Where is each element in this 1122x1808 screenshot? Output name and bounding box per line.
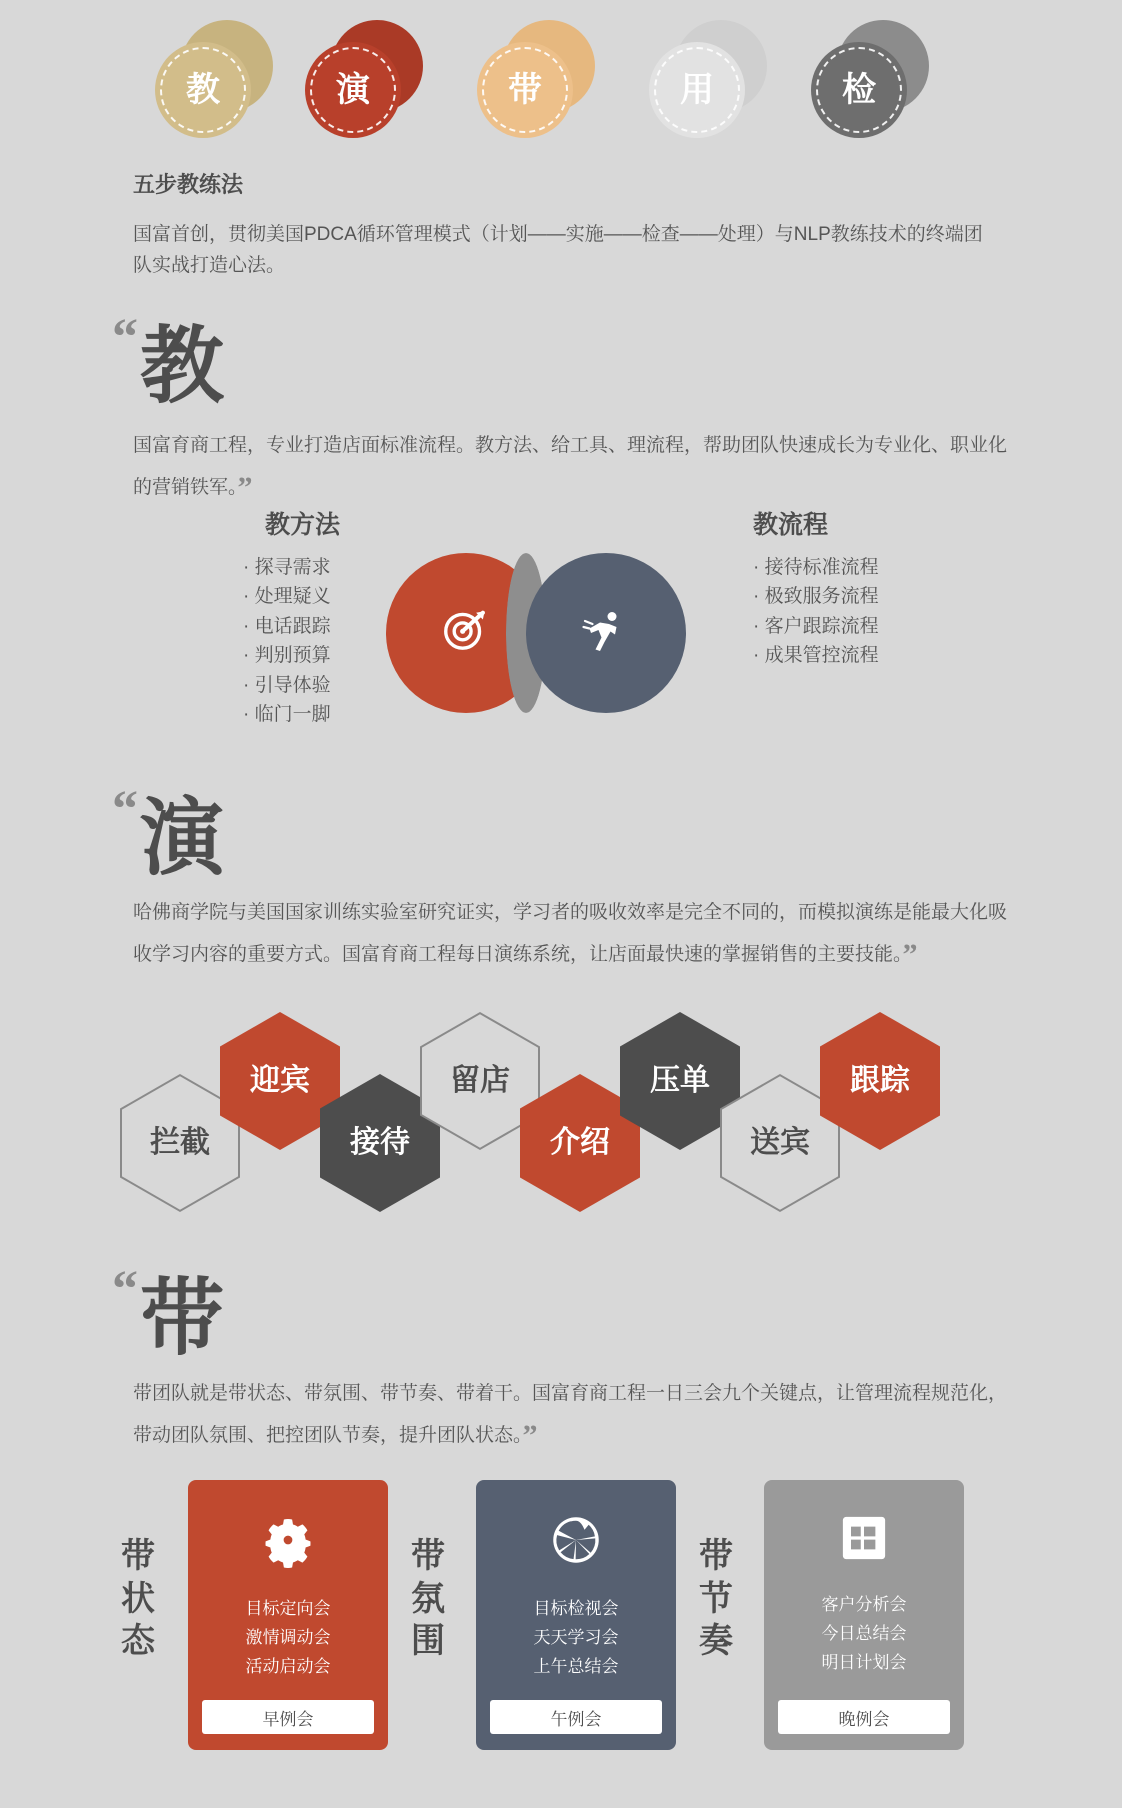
paragraph-text-yan: 哈佛商学院与美国国家训练实验室研究证实，学习者的吸收效率是完全不同的，而模拟演练是能最大化吸收学习内容的重要方式。国富育商工程每日演练系统，让店面最快速的掌握销售的主要技能。 [133, 902, 1008, 966]
circle-front-dai [477, 42, 573, 138]
circle-front-yong [649, 42, 745, 138]
target-icon [439, 606, 493, 660]
circle-front-jiao [155, 42, 251, 138]
aperture-icon [548, 1512, 604, 1573]
hexagon-genzong [820, 1012, 940, 1150]
intro-body: 国富首创，贯彻美国PDCA循环管理模式（计划——实施——检查——处理）与NLP教练技术的终端团队实战打造心法。 [133, 224, 983, 277]
section-char-dai: 带 [140, 1271, 227, 1365]
circle-front-yan [305, 42, 401, 138]
card-line: 活动启动会 [245, 1656, 331, 1676]
card-wanlihui [764, 1480, 964, 1750]
card-line: 客户分析会 [821, 1595, 907, 1614]
hexagon-label: 介绍 [550, 1126, 610, 1159]
circle-item-jian [811, 20, 929, 138]
circle-item-dai [477, 20, 595, 138]
card-line: 上午总结会 [533, 1656, 619, 1676]
section-paragraph-jiao [133, 430, 1023, 513]
venn-left-list [243, 553, 331, 730]
windows-icon [838, 1512, 890, 1569]
quote-close-icon-jiao: ” [237, 471, 253, 505]
list-item: · 极致服务流程 [753, 582, 879, 611]
card-line: 激情调动会 [245, 1627, 331, 1647]
list-item: · 判别预算 [243, 641, 331, 670]
quote-close-icon-dai: ” [522, 1419, 538, 1453]
circle-item-yong [649, 20, 767, 138]
vertical-label-daijiezou: 带节奏 [699, 1537, 733, 1660]
quote-open-icon-jiao: “ [112, 309, 138, 366]
circle-item-jiao [155, 20, 273, 138]
circle-label-dai: 带 [508, 71, 542, 109]
list-item: · 接待标准流程 [753, 553, 879, 582]
card-wulihui [476, 1480, 676, 1750]
vertical-label-daifenwei: 带氛围 [411, 1537, 445, 1660]
card-chip-wanlihui: 晚例会 [778, 1700, 950, 1734]
card-chip-wulihui: 午例会 [490, 1700, 662, 1734]
venn-right-title: 教流程 [753, 511, 829, 539]
circle-item-yan [305, 20, 423, 138]
hexagon-label: 送宾 [750, 1126, 810, 1159]
hexagon-label: 留店 [450, 1064, 510, 1097]
gear-icon [260, 1512, 316, 1573]
runner-icon [582, 606, 630, 660]
vertical-label-daizhuangtai: 带状态 [121, 1537, 155, 1660]
section-paragraph-yan [133, 897, 1023, 980]
hexagon-label: 压单 [650, 1064, 710, 1097]
card-line: 天天学习会 [533, 1627, 619, 1647]
section-paragraph-dai [133, 1378, 1023, 1461]
intro-block [133, 168, 993, 282]
quote-open-icon-yan: “ [112, 781, 138, 838]
card-lines-wanlihui [822, 1591, 907, 1700]
circle-label-jiao: 教 [186, 71, 220, 109]
card-zaolihui [188, 1480, 388, 1750]
quote-open-icon-dai: “ [112, 1261, 138, 1318]
section-char-jiao: 教 [140, 319, 227, 413]
card-line: 明日计划会 [821, 1652, 907, 1672]
circle-label-yan: 演 [336, 71, 370, 109]
venn-left-title: 教方法 [265, 511, 341, 539]
hexagon-label: 迎宾 [250, 1064, 310, 1097]
section-char-yan: 演 [140, 791, 227, 885]
card-line: 目标定向会 [245, 1599, 331, 1618]
list-item: · 引导体验 [243, 671, 331, 700]
venn-circle-right [526, 553, 686, 713]
venn-diagram [133, 505, 1013, 735]
intro-title: 五步教练法 [133, 172, 244, 197]
top-circles-row [155, 20, 995, 140]
list-item: · 处理疑义 [243, 582, 331, 611]
hexagon-label: 拦截 [150, 1126, 210, 1159]
cards-row [110, 1480, 1020, 1760]
hexagon-flow [120, 1012, 1020, 1222]
list-item: · 客户跟踪流程 [753, 612, 879, 641]
circle-label-jian: 检 [842, 71, 876, 109]
venn-right-list [753, 553, 879, 671]
list-item: · 电话跟踪 [243, 612, 331, 641]
card-lines-zaolihui [246, 1595, 331, 1700]
circle-label-yong: 用 [680, 71, 714, 109]
card-line: 今日总结会 [821, 1623, 907, 1643]
hexagon-label: 接待 [350, 1126, 410, 1159]
list-item: · 临门一脚 [243, 700, 331, 729]
list-item: · 探寻需求 [243, 553, 331, 582]
paragraph-text-dai: 带团队就是带状态、带氛围、带节奏、带着干。国富育商工程一日三会九个关键点，让管理流程规范化，带动团队氛围、把控团队节奏，提升团队状态。 [133, 1383, 1008, 1447]
paragraph-text-jiao: 国富育商工程，专业打造店面标准流程。教方法、给工具、理流程，帮助团队快速成长为专业化、职业化的营销铁军。 [133, 435, 1008, 499]
hexagon-label: 跟踪 [850, 1064, 910, 1097]
quote-close-icon-yan: ” [902, 938, 918, 972]
circle-front-jian [811, 42, 907, 138]
list-item: · 成果管控流程 [753, 641, 879, 670]
card-chip-zaolihui: 早例会 [202, 1700, 374, 1734]
card-lines-wulihui [534, 1595, 619, 1700]
card-line: 目标检视会 [533, 1599, 619, 1618]
